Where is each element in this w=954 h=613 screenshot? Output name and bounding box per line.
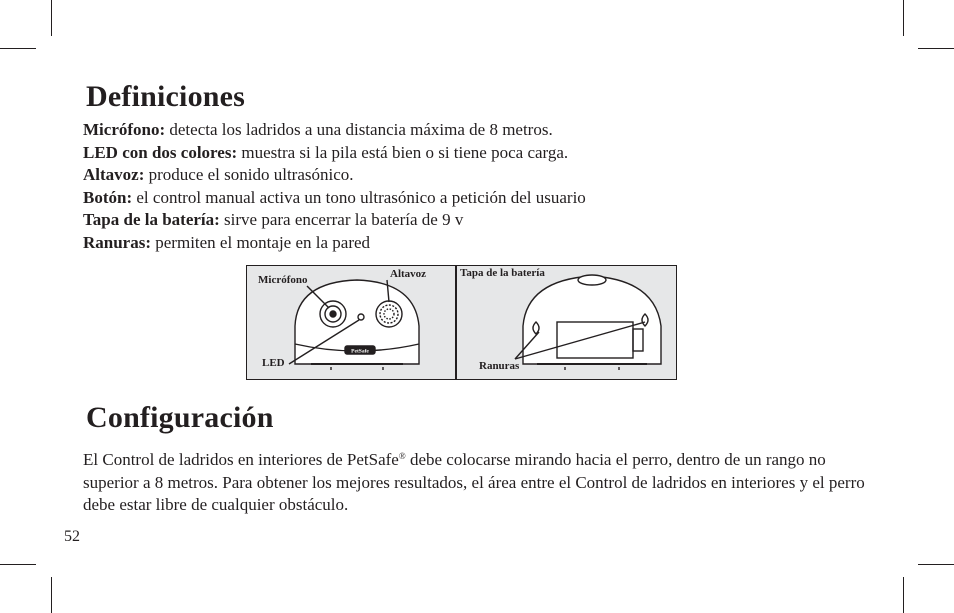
definition-item — [83, 119, 586, 142]
label-slots: Ranuras — [479, 360, 520, 372]
configuration-text: El Control de ladridos en interiores de PetSafe — [83, 450, 399, 469]
crop-mark — [903, 577, 904, 613]
configuration-heading: Configuración — [86, 401, 274, 434]
crop-mark — [51, 0, 52, 36]
definition-term: Altavoz: — [83, 165, 145, 185]
back-view — [515, 275, 661, 370]
figure-divider — [455, 266, 457, 379]
registered-mark: ® — [398, 451, 406, 461]
label-led: LED — [262, 357, 285, 369]
label-battery-cover: Tapa de la batería — [460, 267, 545, 279]
definition-description: muestra si la pila está bien o si tiene poca carga. — [237, 142, 569, 162]
crop-mark — [51, 577, 52, 613]
definition-description: detecta los ladridos a una distancia máxima de 8 metros. — [165, 120, 553, 139]
definition-item — [83, 164, 586, 187]
definition-term: LED con dos colores: — [83, 142, 238, 162]
definition-term: Micrófono: — [83, 120, 166, 139]
crop-mark — [918, 48, 954, 49]
crop-mark — [0, 564, 36, 565]
crop-mark — [0, 48, 36, 49]
definition-item — [83, 209, 586, 232]
definition-term: Ranuras: — [83, 232, 152, 252]
definition-item — [83, 187, 586, 210]
front-view — [289, 280, 419, 370]
configuration-text-continued: debe colocarse mirando hacia el perro, dentro de un rango no superior a 8 metros. Para obtener los mejores resultados, el área entre el Control de ladridos en interiores y el perro debe estar libre de cualquier obstáculo. — [83, 450, 865, 515]
label-speaker: Altavoz — [390, 268, 427, 280]
definition-description: el control manual activa un tono ultrasónico a petición del usuario — [132, 187, 586, 207]
definitions-heading: Definiciones — [86, 80, 246, 113]
definition-term: Tapa de la batería: — [83, 210, 220, 230]
label-microphone: Micrófono — [258, 274, 308, 286]
definitions-list — [83, 119, 586, 255]
definition-item — [83, 142, 586, 165]
definition-description: sirve para encerrar la batería de 9 v — [219, 210, 464, 230]
crop-mark — [918, 564, 954, 565]
device-drawing — [247, 266, 678, 381]
definition-item — [83, 232, 586, 255]
device-illustration — [246, 265, 677, 380]
definition-term: Botón: — [83, 187, 133, 207]
configuration-paragraph — [83, 445, 883, 517]
petsafe-logo: PetSafe — [351, 348, 369, 355]
crop-mark — [903, 0, 904, 36]
definition-description: produce el sonido ultrasónico. — [144, 165, 354, 185]
definition-description: permiten el montaje en la pared — [151, 232, 371, 252]
page-number: 52 — [64, 528, 80, 545]
